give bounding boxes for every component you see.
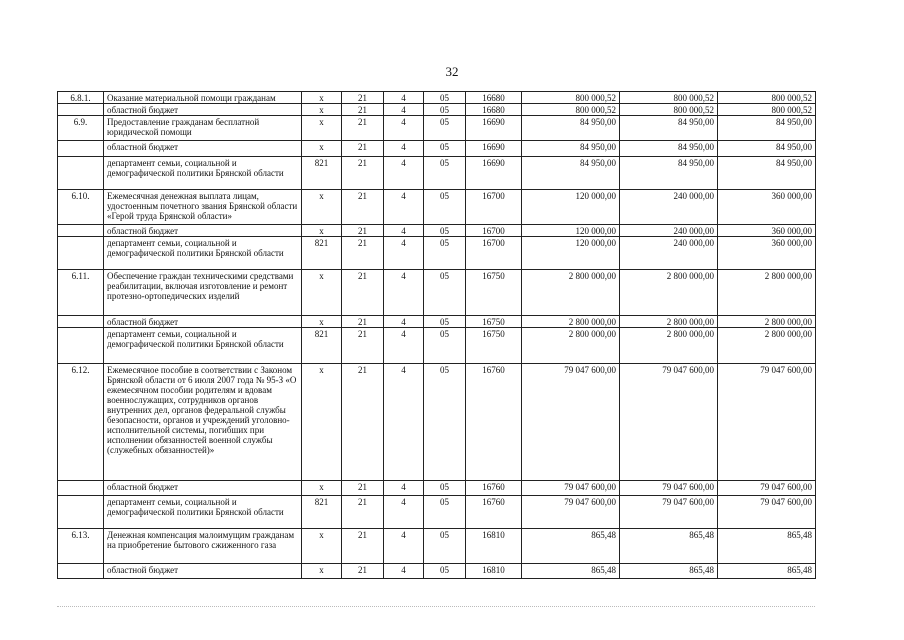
amount-year2-cell: 2 800 000,00 bbox=[620, 270, 718, 316]
code-section-cell: 05 bbox=[424, 328, 466, 364]
amount-year1-cell: 84 950,00 bbox=[522, 141, 620, 157]
amount-year2-cell: 240 000,00 bbox=[620, 237, 718, 270]
code-subprogram-cell: 4 bbox=[384, 364, 424, 481]
amount-year1-cell: 120 000,00 bbox=[522, 190, 620, 225]
amount-year1-cell: 865,48 bbox=[522, 564, 620, 579]
row-name-cell: департамент семьи, социальной и демографической политики Брянской области bbox=[104, 328, 302, 364]
row-number-cell bbox=[58, 496, 104, 529]
code-target-cell: 16700 bbox=[466, 225, 522, 237]
row-name-cell: департамент семьи, социальной и демографической политики Брянской области bbox=[104, 237, 302, 270]
code-admin-cell: х bbox=[302, 141, 342, 157]
page-bottom-divider bbox=[57, 606, 815, 607]
table-body bbox=[58, 92, 816, 579]
amount-year1-cell: 800 000,52 bbox=[522, 92, 620, 104]
code-target-cell: 16690 bbox=[466, 157, 522, 190]
code-target-cell: 16750 bbox=[466, 328, 522, 364]
table-row bbox=[58, 157, 816, 190]
amount-year3-cell: 865,48 bbox=[718, 529, 816, 564]
amount-year1-cell: 2 800 000,00 bbox=[522, 316, 620, 328]
code-subprogram-cell: 4 bbox=[384, 157, 424, 190]
row-number-cell: 6.11. bbox=[58, 270, 104, 316]
table-row bbox=[58, 104, 816, 116]
amount-year1-cell: 79 047 600,00 bbox=[522, 481, 620, 496]
row-number-cell: 6.9. bbox=[58, 116, 104, 141]
code-program-cell: 21 bbox=[342, 270, 384, 316]
code-section-cell: 05 bbox=[424, 92, 466, 104]
page-number: 32 bbox=[445, 64, 459, 79]
code-target-cell: 16810 bbox=[466, 529, 522, 564]
code-target-cell: 16700 bbox=[466, 237, 522, 270]
amount-year1-cell: 120 000,00 bbox=[522, 225, 620, 237]
amount-year2-cell: 79 047 600,00 bbox=[620, 496, 718, 529]
amount-year1-cell: 865,48 bbox=[522, 529, 620, 564]
code-subprogram-cell: 4 bbox=[384, 104, 424, 116]
row-name-cell: департамент семьи, социальной и демографической политики Брянской области bbox=[104, 157, 302, 190]
amount-year1-cell: 79 047 600,00 bbox=[522, 364, 620, 481]
row-number-cell: 6.10. bbox=[58, 190, 104, 225]
code-target-cell: 16700 bbox=[466, 190, 522, 225]
code-section-cell: 05 bbox=[424, 481, 466, 496]
amount-year1-cell: 84 950,00 bbox=[522, 116, 620, 141]
code-admin-cell: х bbox=[302, 564, 342, 579]
code-subprogram-cell: 4 bbox=[384, 225, 424, 237]
code-program-cell: 21 bbox=[342, 316, 384, 328]
code-target-cell: 16760 bbox=[466, 364, 522, 481]
code-admin-cell: 821 bbox=[302, 496, 342, 529]
row-number-cell: 6.13. bbox=[58, 529, 104, 564]
amount-year1-cell: 120 000,00 bbox=[522, 237, 620, 270]
row-name-cell: Оказание материальной помощи гражданам bbox=[104, 92, 302, 104]
amount-year2-cell: 800 000,52 bbox=[620, 92, 718, 104]
table-row bbox=[58, 481, 816, 496]
row-number-cell bbox=[58, 157, 104, 190]
code-section-cell: 05 bbox=[424, 270, 466, 316]
amount-year2-cell: 865,48 bbox=[620, 564, 718, 579]
row-name-cell: областной бюджет bbox=[104, 481, 302, 496]
amount-year3-cell: 79 047 600,00 bbox=[718, 496, 816, 529]
amount-year2-cell: 240 000,00 bbox=[620, 190, 718, 225]
code-program-cell: 21 bbox=[342, 364, 384, 481]
table-row bbox=[58, 92, 816, 104]
row-name-cell: Денежная компенсация малоимущим гражданам на приобретение бытового сжиженного газа bbox=[104, 529, 302, 564]
code-section-cell: 05 bbox=[424, 237, 466, 270]
code-subprogram-cell: 4 bbox=[384, 481, 424, 496]
row-name-cell: Предоставление гражданам бесплатной юридической помощи bbox=[104, 116, 302, 141]
code-target-cell: 16690 bbox=[466, 116, 522, 141]
amount-year3-cell: 360 000,00 bbox=[718, 225, 816, 237]
code-subprogram-cell: 4 bbox=[384, 270, 424, 316]
code-program-cell: 21 bbox=[342, 104, 384, 116]
code-section-cell: 05 bbox=[424, 564, 466, 579]
code-program-cell: 21 bbox=[342, 481, 384, 496]
code-target-cell: 16690 bbox=[466, 141, 522, 157]
row-number-cell: 6.8.1. bbox=[58, 92, 104, 104]
code-subprogram-cell: 4 bbox=[384, 92, 424, 104]
code-admin-cell: х bbox=[302, 92, 342, 104]
code-admin-cell: 821 bbox=[302, 157, 342, 190]
row-number-cell bbox=[58, 316, 104, 328]
row-number-cell bbox=[58, 225, 104, 237]
table-row bbox=[58, 190, 816, 225]
amount-year2-cell: 865,48 bbox=[620, 529, 718, 564]
table-row bbox=[58, 141, 816, 157]
table-row bbox=[58, 116, 816, 141]
table-row bbox=[58, 564, 816, 579]
code-admin-cell: х bbox=[302, 225, 342, 237]
amount-year2-cell: 800 000,52 bbox=[620, 104, 718, 116]
table-row bbox=[58, 237, 816, 270]
code-program-cell: 21 bbox=[342, 496, 384, 529]
amount-year3-cell: 360 000,00 bbox=[718, 237, 816, 270]
code-program-cell: 21 bbox=[342, 157, 384, 190]
row-name-cell: областной бюджет bbox=[104, 564, 302, 579]
amount-year3-cell: 2 800 000,00 bbox=[718, 328, 816, 364]
code-program-cell: 21 bbox=[342, 116, 384, 141]
code-program-cell: 21 bbox=[342, 564, 384, 579]
amount-year1-cell: 84 950,00 bbox=[522, 157, 620, 190]
code-subprogram-cell: 4 bbox=[384, 529, 424, 564]
code-target-cell: 16750 bbox=[466, 270, 522, 316]
row-name-cell: департамент семьи, социальной и демографической политики Брянской области bbox=[104, 496, 302, 529]
amount-year3-cell: 79 047 600,00 bbox=[718, 481, 816, 496]
code-subprogram-cell: 4 bbox=[384, 116, 424, 141]
amount-year3-cell: 2 800 000,00 bbox=[718, 316, 816, 328]
table-row bbox=[58, 364, 816, 481]
table-row bbox=[58, 496, 816, 529]
code-subprogram-cell: 4 bbox=[384, 316, 424, 328]
amount-year1-cell: 2 800 000,00 bbox=[522, 328, 620, 364]
amount-year2-cell: 2 800 000,00 bbox=[620, 328, 718, 364]
amount-year3-cell: 2 800 000,00 bbox=[718, 270, 816, 316]
amount-year1-cell: 2 800 000,00 bbox=[522, 270, 620, 316]
code-program-cell: 21 bbox=[342, 529, 384, 564]
row-number-cell: 6.12. bbox=[58, 364, 104, 481]
amount-year3-cell: 84 950,00 bbox=[718, 141, 816, 157]
table-row bbox=[58, 316, 816, 328]
table-row bbox=[58, 328, 816, 364]
row-name-cell: областной бюджет bbox=[104, 316, 302, 328]
amount-year3-cell: 79 047 600,00 bbox=[718, 364, 816, 481]
code-program-cell: 21 bbox=[342, 92, 384, 104]
row-name-cell: областной бюджет bbox=[104, 141, 302, 157]
code-section-cell: 05 bbox=[424, 496, 466, 529]
code-subprogram-cell: 4 bbox=[384, 328, 424, 364]
code-admin-cell: х bbox=[302, 364, 342, 481]
code-target-cell: 16810 bbox=[466, 564, 522, 579]
code-section-cell: 05 bbox=[424, 529, 466, 564]
amount-year3-cell: 800 000,52 bbox=[718, 92, 816, 104]
amount-year3-cell: 865,48 bbox=[718, 564, 816, 579]
amount-year2-cell: 84 950,00 bbox=[620, 116, 718, 141]
row-number-cell bbox=[58, 481, 104, 496]
row-name-cell: областной бюджет bbox=[104, 225, 302, 237]
code-admin-cell: х bbox=[302, 481, 342, 496]
amount-year2-cell: 2 800 000,00 bbox=[620, 316, 718, 328]
code-subprogram-cell: 4 bbox=[384, 237, 424, 270]
code-admin-cell: х bbox=[302, 529, 342, 564]
code-program-cell: 21 bbox=[342, 328, 384, 364]
code-admin-cell: х bbox=[302, 104, 342, 116]
code-target-cell: 16760 bbox=[466, 496, 522, 529]
amount-year2-cell: 84 950,00 bbox=[620, 141, 718, 157]
budget-table bbox=[57, 91, 816, 579]
code-program-cell: 21 bbox=[342, 141, 384, 157]
amount-year2-cell: 79 047 600,00 bbox=[620, 481, 718, 496]
table-row bbox=[58, 225, 816, 237]
code-target-cell: 16750 bbox=[466, 316, 522, 328]
amount-year2-cell: 240 000,00 bbox=[620, 225, 718, 237]
row-name-cell: областной бюджет bbox=[104, 104, 302, 116]
code-target-cell: 16680 bbox=[466, 92, 522, 104]
code-target-cell: 16680 bbox=[466, 104, 522, 116]
row-name-cell: Ежемесячная денежная выплата лицам, удостоенным почетного звания Брянской области «Герой труда Брянской области» bbox=[104, 190, 302, 225]
code-section-cell: 05 bbox=[424, 364, 466, 481]
code-admin-cell: х bbox=[302, 190, 342, 225]
amount-year1-cell: 79 047 600,00 bbox=[522, 496, 620, 529]
code-admin-cell: х bbox=[302, 116, 342, 141]
code-admin-cell: х bbox=[302, 270, 342, 316]
code-admin-cell: 821 bbox=[302, 237, 342, 270]
code-section-cell: 05 bbox=[424, 225, 466, 237]
code-section-cell: 05 bbox=[424, 141, 466, 157]
code-admin-cell: х bbox=[302, 316, 342, 328]
table-row bbox=[58, 270, 816, 316]
code-section-cell: 05 bbox=[424, 316, 466, 328]
amount-year2-cell: 84 950,00 bbox=[620, 157, 718, 190]
amount-year3-cell: 360 000,00 bbox=[718, 190, 816, 225]
table-row bbox=[58, 529, 816, 564]
row-number-cell bbox=[58, 328, 104, 364]
code-program-cell: 21 bbox=[342, 237, 384, 270]
code-section-cell: 05 bbox=[424, 157, 466, 190]
code-subprogram-cell: 4 bbox=[384, 564, 424, 579]
row-number-cell bbox=[58, 141, 104, 157]
row-name-cell: Ежемесячное пособие в соответствии с Законом Брянской области от 6 июля 2007 года № 95-З «О ежемесячном пособии родителям и вдовам военнослужащих, сотрудников органов внутренних дел, органов федеральной службы безопасности, органов и учреждений уголовно-исполнительной системы, погибших при исполнении обязанностей военной службы (служебных обязанностей)» bbox=[104, 364, 302, 481]
code-target-cell: 16760 bbox=[466, 481, 522, 496]
code-section-cell: 05 bbox=[424, 104, 466, 116]
row-number-cell bbox=[58, 237, 104, 270]
code-program-cell: 21 bbox=[342, 190, 384, 225]
amount-year2-cell: 79 047 600,00 bbox=[620, 364, 718, 481]
amount-year1-cell: 800 000,52 bbox=[522, 104, 620, 116]
code-section-cell: 05 bbox=[424, 190, 466, 225]
code-subprogram-cell: 4 bbox=[384, 141, 424, 157]
row-name-cell: Обеспечение граждан техническими средствами реабилитации, включая изготовление и ремонт протезно-ортопедических изделий bbox=[104, 270, 302, 316]
amount-year3-cell: 800 000,52 bbox=[718, 104, 816, 116]
row-number-cell bbox=[58, 564, 104, 579]
amount-year3-cell: 84 950,00 bbox=[718, 157, 816, 190]
row-number-cell bbox=[58, 104, 104, 116]
code-program-cell: 21 bbox=[342, 225, 384, 237]
code-subprogram-cell: 4 bbox=[384, 190, 424, 225]
code-admin-cell: 821 bbox=[302, 328, 342, 364]
code-section-cell: 05 bbox=[424, 116, 466, 141]
code-subprogram-cell: 4 bbox=[384, 496, 424, 529]
amount-year3-cell: 84 950,00 bbox=[718, 116, 816, 141]
